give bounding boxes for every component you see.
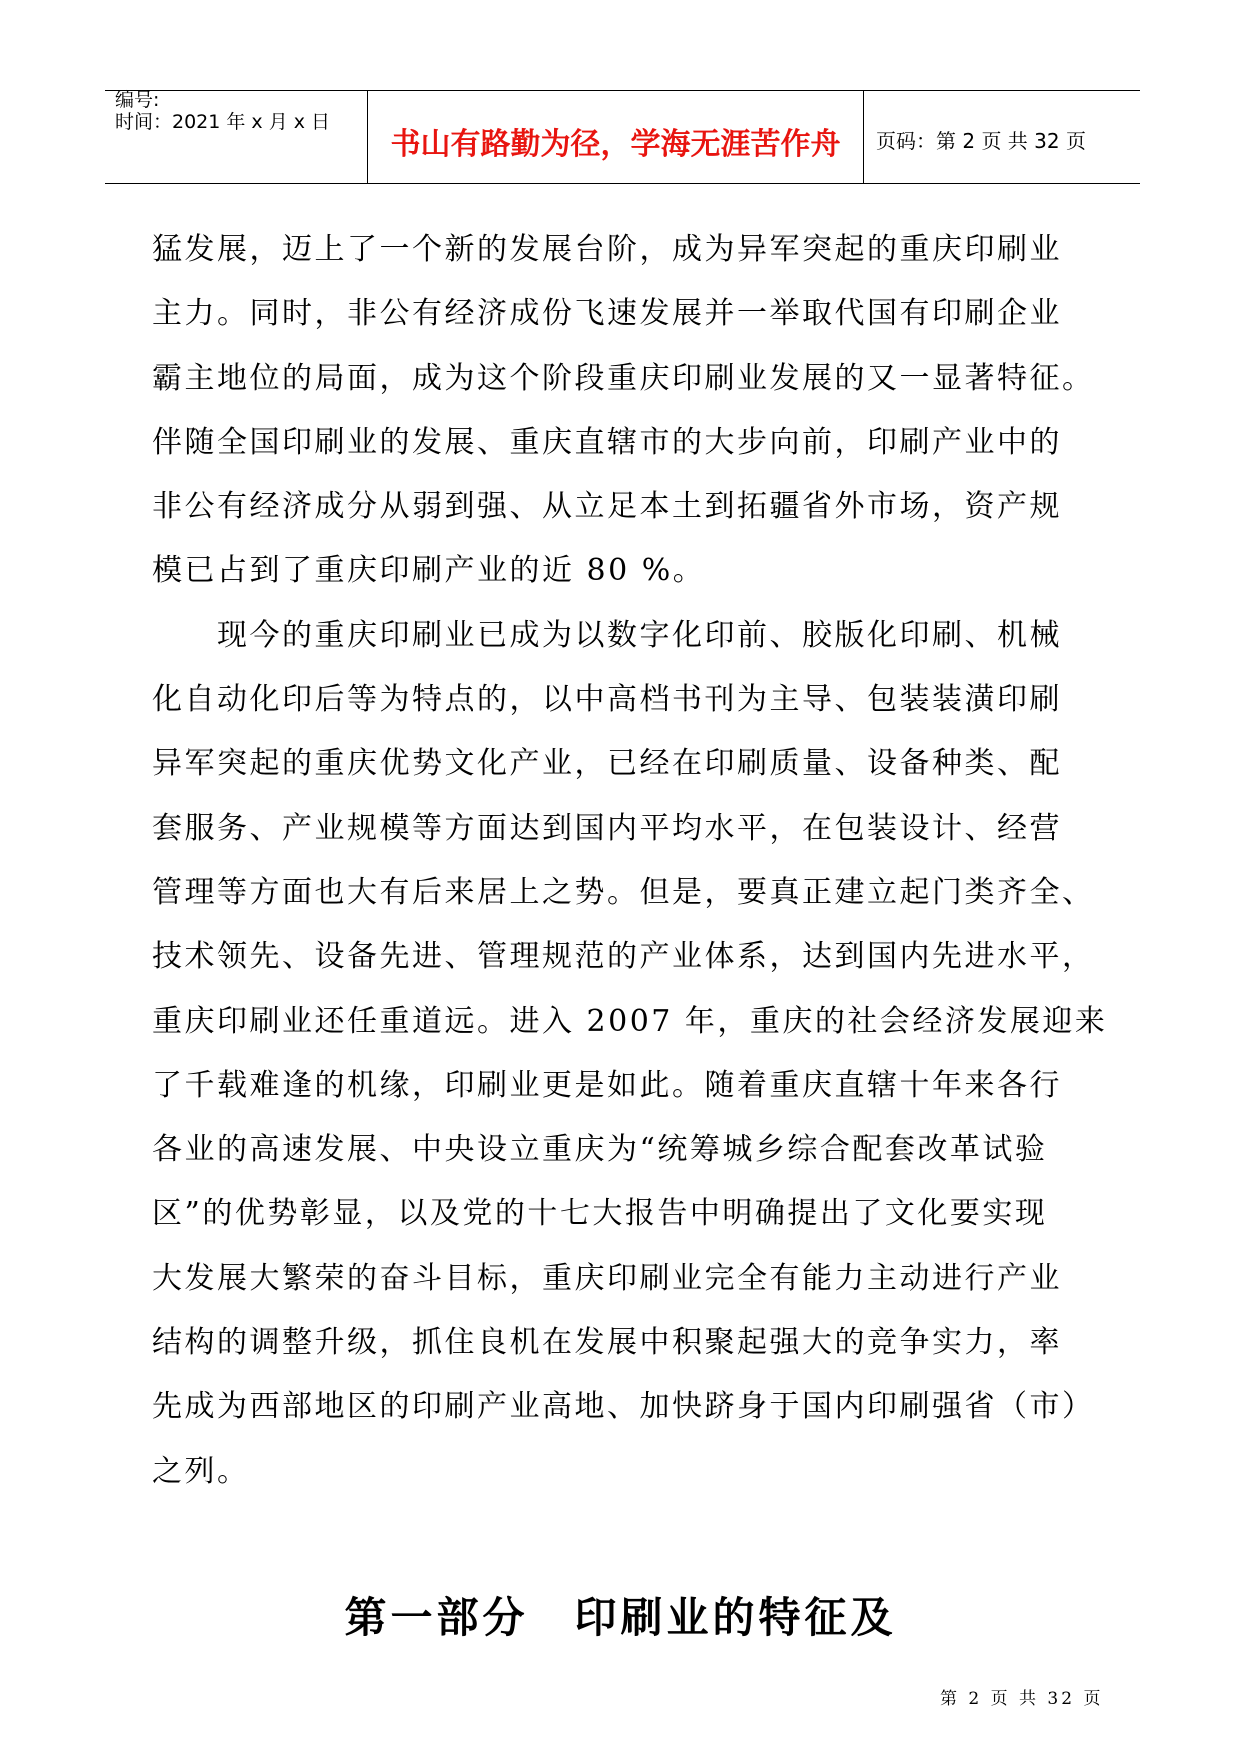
header-page-cell (864, 91, 1140, 183)
section-title: 第一部分 印刷业的特征及 (344, 1593, 897, 1642)
text-line: 区”的优势彰显，以及党的十七大报告中明确提出了文化要实现 (152, 1196, 1048, 1232)
text-line: 套服务、产业规模等方面达到国内平均水平，在包装设计、经营 (152, 810, 1062, 846)
page-footer: 第 2 页 共 32 页 (940, 1689, 1104, 1709)
header-motto: 书山有路勤为径，学海无涯苦作舟 (390, 127, 841, 162)
text-line: 化自动化印后等为特点的，以中高档书刊为主导、包装装潢印刷 (152, 682, 1062, 718)
text-line: 管理等方面也大有后来居上之势。但是，要真正建立起门类齐全、 (152, 874, 1095, 910)
header-motto-cell (368, 91, 864, 183)
header-meta-cell (105, 91, 368, 183)
text-line: 模已占到了重庆印刷产业的近 80 %。 (152, 553, 706, 589)
document-time-label: 时间：2021 年 x 月 x 日 (115, 111, 331, 133)
text-line: 霸主地位的局面，成为这个阶段重庆印刷业发展的又一显著特征。 (152, 360, 1095, 396)
paragraph-2 (152, 604, 1108, 1504)
paragraph-1 (152, 218, 1097, 604)
text-line: 猛发展，迈上了一个新的发展台阶，成为异军突起的重庆印刷业 (152, 232, 1062, 267)
text-line: 现今的重庆印刷业已成为以数字化印前、胶版化印刷、机械 (152, 617, 1062, 653)
text-line: 先成为西部地区的印刷产业高地、加快跻身于国内印刷强省（市） (152, 1389, 1095, 1425)
text-line: 大发展大繁荣的奋斗目标，重庆印刷业完全有能力主动进行产业 (152, 1260, 1062, 1296)
document-body (152, 218, 1108, 1504)
text-line: 结构的调整升级，抓住良机在发展中积聚起强大的竞争实力，率 (152, 1325, 1062, 1361)
header-page-info: 页码：第 2 页 共 32 页 (876, 129, 1086, 153)
text-line: 技术领先、设备先进、管理规范的产业体系，达到国内先进水平， (152, 939, 1095, 975)
text-line: 异军突起的重庆优势文化产业，已经在印刷质量、设备种类、配 (152, 746, 1062, 782)
text-line: 之列。 (152, 1453, 250, 1489)
text-line: 主力。同时，非公有经济成份飞速发展并一举取代国有印刷企业 (152, 296, 1062, 332)
text-line: 了千载难逢的机缘，印刷业更是如此。随着重庆直辖十年来各行 (152, 1067, 1062, 1103)
document-number-label: 编号: (115, 89, 160, 111)
text-line: 各业的高速发展、中央设立重庆为“统筹城乡综合配套改革试验 (152, 1132, 1048, 1168)
page-header (105, 90, 1140, 184)
text-line: 非公有经济成分从弱到强、从立足本土到拓疆省外市场，资产规 (152, 489, 1062, 525)
text-line: 重庆印刷业还任重道远。进入 2007 年，重庆的社会经济发展迎来 (152, 1003, 1108, 1039)
text-line: 伴随全国印刷业的发展、重庆直辖市的大步向前，印刷产业中的 (152, 424, 1062, 460)
